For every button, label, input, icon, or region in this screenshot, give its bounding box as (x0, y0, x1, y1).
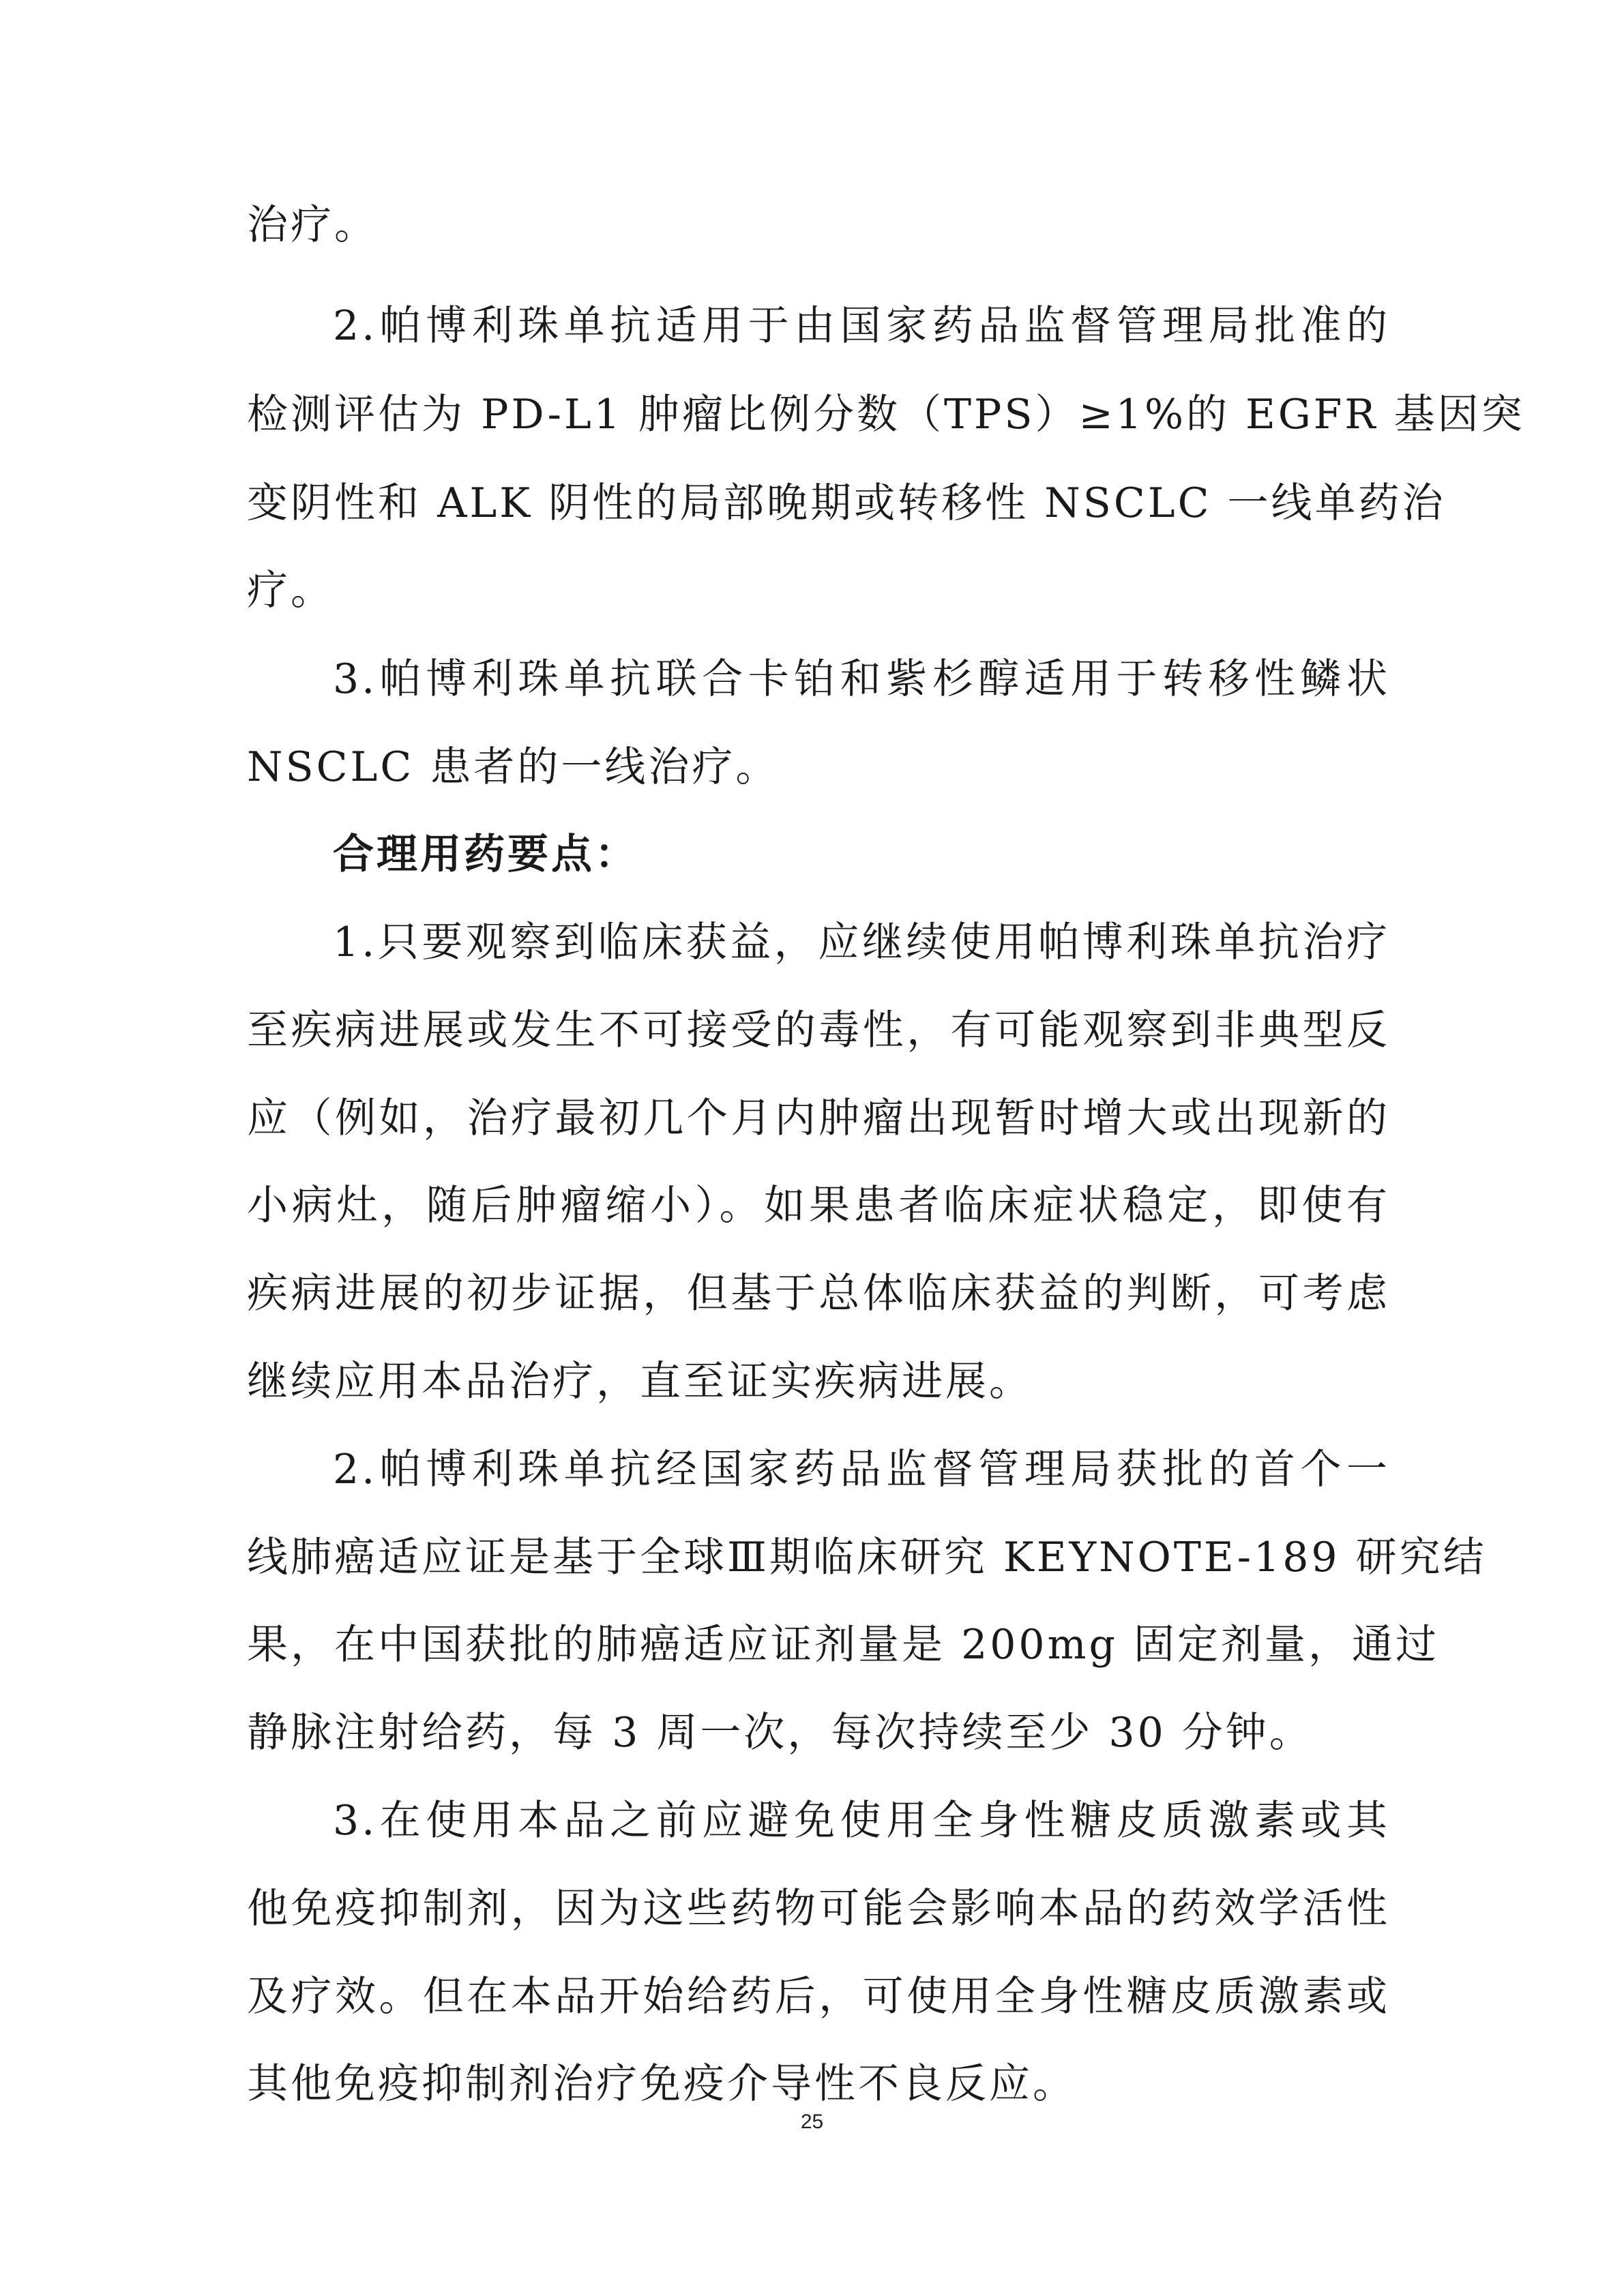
text-line: 静脉注射给药，每 3 周一次，每次持续至少 30 分钟。 (247, 1709, 1313, 1757)
text-line: 2.帕博利珠单抗适用于由国家药品监督管理局批准的 (333, 302, 1390, 350)
text-line: 1.只要观察到临床获益，应继续使用帕博利珠单抗治疗 (333, 919, 1390, 966)
text-line: 继续应用本品治疗，直至证实疾病进展。 (247, 1358, 1033, 1405)
text-line: 3.在使用本品之前应避免使用全身性糖皮质激素或其 (333, 1797, 1390, 1845)
section-heading: 合理用药要点： (333, 831, 638, 878)
text-line: 及疗效。但在本品开始给药后，可使用全身性糖皮质激素或 (247, 1973, 1390, 2021)
text-line: 疾病进展的初步证据，但基于总体临床获益的判断，可考虑 (247, 1270, 1390, 1317)
text-line: 线肺癌适应证是基于全球Ⅲ期临床研究 KEYNOTE-189 研究结 (247, 1534, 1487, 1581)
text-line: 检测评估为 PD-L1 肿瘤比例分数（TPS）≥1%的 EGFR 基因突 (247, 391, 1525, 438)
text-line: 3.帕博利珠单抗联合卡铂和紫杉醇适用于转移性鳞状 (333, 655, 1390, 703)
text-line: 治疗。 (247, 201, 378, 249)
text-line: NSCLC 患者的一线治疗。 (247, 743, 780, 791)
text-line: 应（例如，治疗最初几个月内肿瘤出现暂时增大或出现新的 (247, 1094, 1390, 1142)
text-line: 至疾病进展或发生不可接受的毒性，有可能观察到非典型反 (247, 1007, 1390, 1054)
text-line: 2.帕博利珠单抗经国家药品监督管理局获批的首个一 (333, 1446, 1390, 1493)
text-line: 果，在中国获批的肺癌适应证剂量是 200mg 固定剂量，通过 (247, 1621, 1439, 1669)
text-line: 变阴性和 ALK 阴性的局部晚期或转移性 NSCLC 一线单药治 (247, 479, 1446, 527)
page-number: 25 (800, 2111, 824, 2133)
text-line: 疗。 (247, 567, 334, 614)
text-line: 其他免疫抑制剂治疗免疫介导性不良反应。 (247, 2060, 1076, 2108)
text-line: 小病灶，随后肿瘤缩小）。如果患者临床症状稳定，即使有 (247, 1182, 1390, 1229)
text-line: 他免疫抑制剂，因为这些药物可能会影响本品的药效学活性 (247, 1885, 1390, 1933)
